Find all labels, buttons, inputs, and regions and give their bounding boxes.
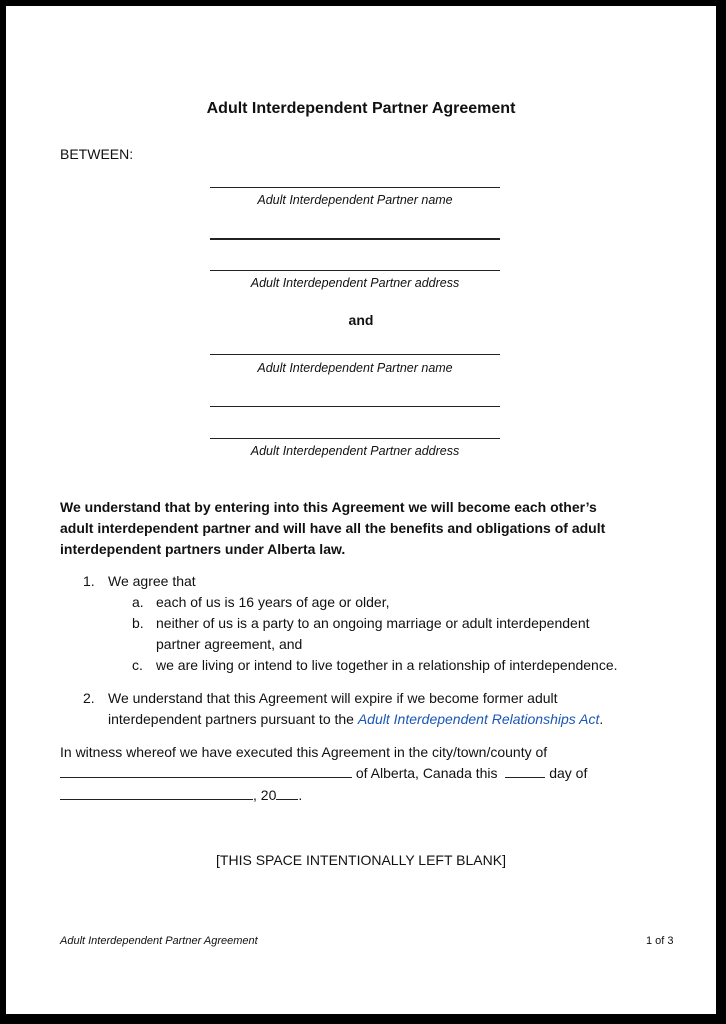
clause-1b-text-line-2: partner agreement, and <box>156 636 303 652</box>
month-blank[interactable] <box>60 785 253 800</box>
partner2-address-line-2[interactable] <box>210 438 500 439</box>
partner1-address-line-1[interactable] <box>210 238 500 240</box>
clause-1b-text-line-1: neither of us is a party to an ongoing marriage or adult interdependent <box>156 615 590 631</box>
clause-1c-text: we are living or intend to live together in a relationship of interdependence. <box>156 657 618 673</box>
partner2-address-caption: Adult Interdependent Partner address <box>250 444 460 458</box>
partner1-address-caption: Adult Interdependent Partner address <box>250 276 460 290</box>
witness-line-1: In witness whereof we have executed this Agreement in the city/town/county of <box>60 744 548 760</box>
witness-line-3 <box>60 785 302 806</box>
partner1-name-caption: Adult Interdependent Partner name <box>257 193 453 207</box>
clause-1-text: We agree that <box>108 573 196 589</box>
understanding-line-1: We understand that by entering into this Agreement we will become each other’s <box>60 499 597 515</box>
clause-2-line-1: We understand that this Agreement will expire if we become former adult <box>108 690 558 706</box>
partner2-name-line[interactable] <box>210 354 500 355</box>
clause-1-number: 1. <box>83 573 95 589</box>
clause-2-line-2-suffix: . <box>599 711 604 727</box>
clause-1c-letter: c. <box>132 657 143 673</box>
day-blank[interactable] <box>505 763 545 778</box>
day-of-text: day of <box>545 765 588 781</box>
year-prefix-text: , 20 <box>253 787 277 803</box>
clause-1a-letter: a. <box>132 594 144 610</box>
understanding-paragraph <box>60 497 660 560</box>
partner1-name-line[interactable] <box>210 187 500 188</box>
partner2-name-caption: Adult Interdependent Partner name <box>257 361 453 375</box>
clause-2-number: 2. <box>83 690 95 706</box>
year-blank[interactable] <box>276 785 298 800</box>
clause-2-line-2-prefix: interdependent partners pursuant to the <box>108 711 358 727</box>
partner1-address-line-2[interactable] <box>210 270 500 271</box>
blank-space-notice: [THIS SPACE INTENTIONALLY LEFT BLANK] <box>216 852 506 868</box>
witness-line-2 <box>60 763 587 784</box>
of-alberta-text: of Alberta, Canada this <box>352 765 502 781</box>
footer-doc-title: Adult Interdependent Partner Agreement <box>60 935 258 947</box>
page-title: Adult Interdependent Partner Agreement <box>206 100 516 117</box>
city-blank[interactable] <box>60 763 352 778</box>
clause-1b-letter: b. <box>132 615 144 631</box>
and-label: and <box>348 312 374 328</box>
understanding-line-2: adult interdependent partner and will have all the benefits and obligations of adult <box>60 520 606 536</box>
between-label: BETWEEN: <box>60 146 134 162</box>
understanding-line-3: interdependent partners under Alberta law. <box>60 541 346 557</box>
year-suffix-text: . <box>298 787 303 803</box>
clause-1a-text: each of us is 16 years of age or older, <box>156 594 390 610</box>
partner2-address-line-1[interactable] <box>210 406 500 407</box>
document-page <box>6 6 716 1014</box>
act-link[interactable]: Adult Interdependent Relationships Act <box>357 711 600 727</box>
footer-page-number: 1 of 3 <box>646 935 674 947</box>
clause-2-line-2 <box>108 709 603 730</box>
